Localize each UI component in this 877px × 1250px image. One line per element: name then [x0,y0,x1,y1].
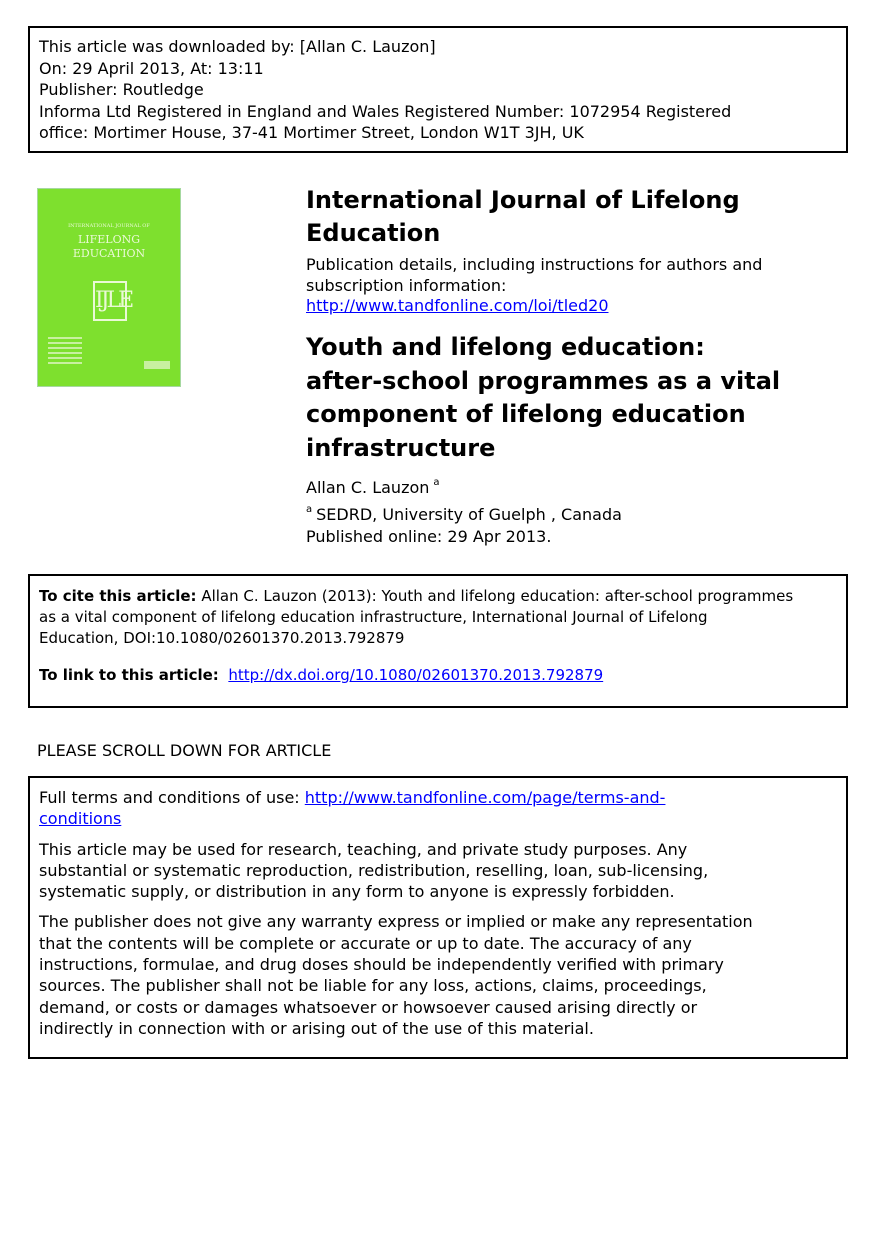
usage-paragraph: This article may be used for research, teaching, and private study purposes. Any substantial or systematic reproduction, redistribution, reselling, loan, sub-licensing, systematic supply, or distribution in any form to anyone is expressly forbidden. [39,839,709,902]
article-title-line: infrastructure [306,433,496,462]
cite-label: To cite this article: [39,587,197,605]
article-title [306,331,780,465]
cover-title-line1: LIFELONG [77,233,141,246]
download-line: Publisher: Routledge [39,80,204,99]
journal-url-link[interactable]: http://www.tandfonline.com/loi/tled20 [306,296,609,315]
article-title-line: Youth and lifelong education: [306,333,705,361]
download-line: On: 29 April 2013, At: 13:11 [39,58,264,78]
details-line: Publication details, including instructions for authors and [306,255,763,274]
citation-box [28,574,848,708]
cover-logo-icon: IJLE [93,281,127,321]
cite-text: Allan C. Lauzon (2013): Youth and lifelong education: after-school programmes [201,587,794,605]
download-line: office: Mortimer House, 37-41 Mortimer Street, London W1T 3JH, UK [39,123,584,142]
author-affiliation-mark: a [433,477,440,488]
scroll-notice: PLEASE SCROLL DOWN FOR ARTICLE [37,741,332,760]
disclaimer-paragraph: The publisher does not give any warranty express or implied or make any representation that the contents will be complete or accurate or up to date. The accuracy of any instructions, formulae, and drug doses should be independently verified with primary sources. The publisher shall not be liable for any loss, actions, claims, proceedings, demand, or costs or damages whatsoever or howsoever caused arising directly or indirectly in connection with or arising out of the use of this material. [39,912,753,1038]
download-line: This article was downloaded by: [Allan C. Lauzon] [39,37,436,56]
details-line: subscription information: [306,275,507,295]
article-title-line: component of lifelong education [306,400,746,428]
journal-cover-image [37,188,181,387]
journal-title-line: International Journal of Lifelong [306,186,740,214]
terms-box [28,776,848,1059]
cover-text-lines [48,337,82,367]
link-label: To link to this article: [39,666,219,684]
doi-link[interactable]: http://dx.doi.org/10.1080/02601370.2013.792879 [228,666,604,684]
author-name: Allan C. Lauzon [306,478,430,497]
article-title-line: after-school programmes as a vital [306,366,781,395]
affiliation-mark: a [306,504,313,515]
journal-title-line: Education [306,219,441,247]
publication-details [306,255,762,317]
download-info-box [28,26,848,153]
cover-header: INTERNATIONAL JOURNAL OF [68,223,150,229]
published-date: Published online: 29 Apr 2013. [306,527,552,546]
download-line: Informa Ltd Registered in England and Wales Registered Number: 1072954 Registered [39,101,732,121]
cite-text: as a vital component of lifelong education infrastructure, International Journal of Lifelong [39,608,708,626]
cover-title-line2: EDUCATION [72,247,146,260]
affiliation: SEDRD, University of Guelph , Canada [316,505,622,524]
terms-link-continued[interactable]: conditions [39,809,122,829]
publisher-logo-icon [144,361,170,369]
journal-title [306,184,740,250]
author-block [306,472,622,548]
cite-text: Education, DOI:10.1080/02601370.2013.792879 [39,629,405,647]
terms-link[interactable]: http://www.tandfonline.com/page/terms-and- [304,788,666,807]
terms-intro: Full terms and conditions of use: [39,788,300,807]
